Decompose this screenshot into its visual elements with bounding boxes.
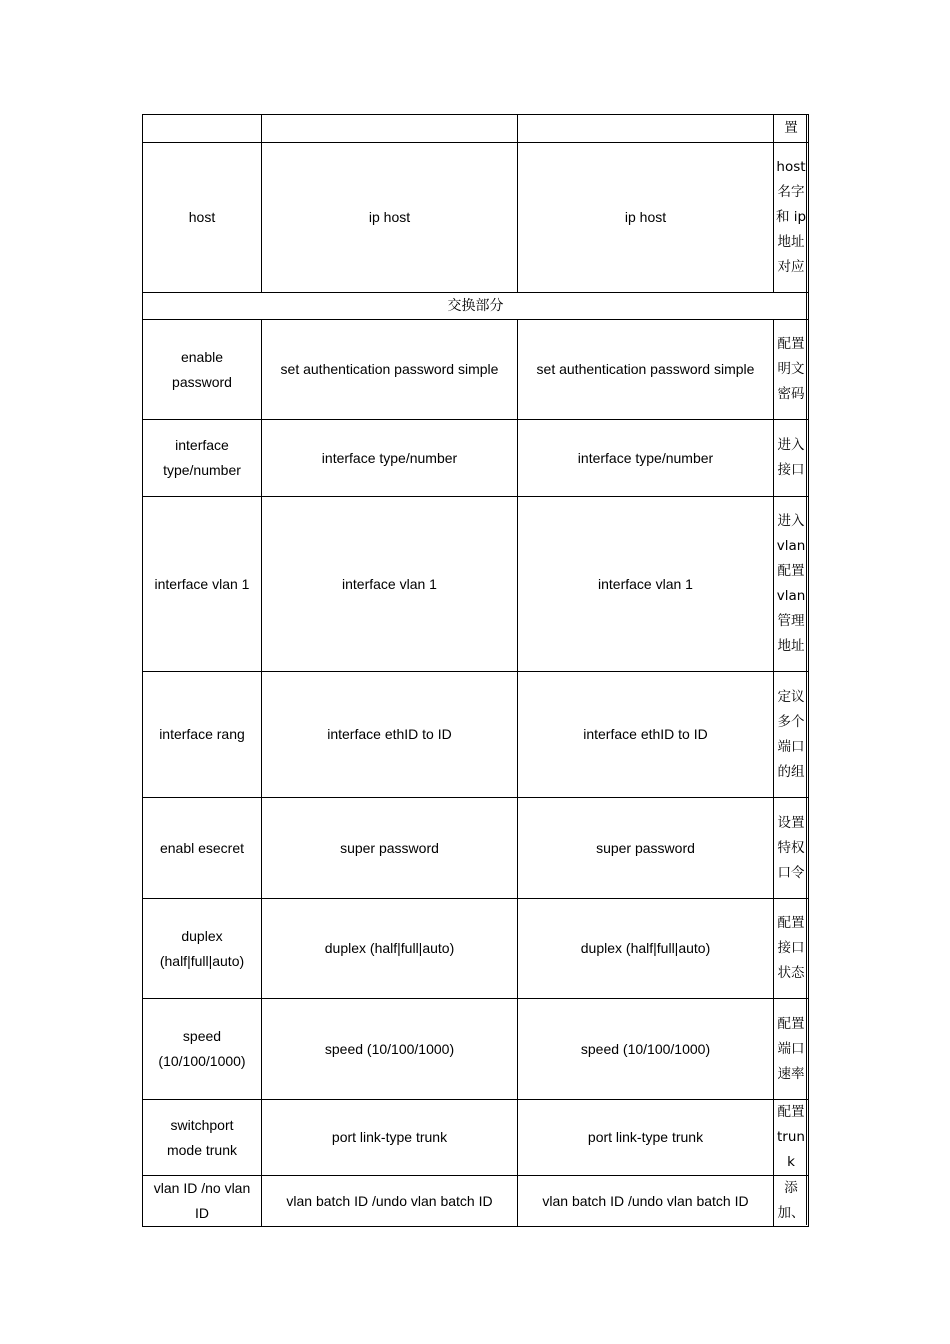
table-cell-cisco: interface type/number [143, 420, 262, 497]
table-cell-description: 配置接口状态 [774, 899, 809, 999]
table-cell-cisco: vlan ID /no vlan ID [143, 1176, 262, 1227]
table-row [143, 899, 809, 999]
table-cell-cisco: host [143, 143, 262, 293]
table-row [143, 798, 809, 899]
table-cell-description: 定议多个端口的组 [774, 672, 809, 798]
table-cell-huawei: interface type/number [262, 420, 518, 497]
command-comparison-table [142, 114, 809, 1227]
table-cell-cisco: switchport mode trunk [143, 1100, 262, 1176]
table-row [143, 143, 809, 293]
table-cell-huawei: speed (10/100/1000) [262, 999, 518, 1100]
table-cell-description: host 名字和 ip 地址对应 [774, 143, 809, 293]
table-cell-cisco: enable password [143, 320, 262, 420]
table-cell-h3c: ip host [518, 143, 774, 293]
section-title: 交换部分 [143, 293, 809, 320]
table-cell-h3c: interface type/number [518, 420, 774, 497]
table-row [143, 1100, 809, 1176]
table-cell-h3c: duplex (half|full|auto) [518, 899, 774, 999]
table-cell-description: 配置端口速率 [774, 999, 809, 1100]
table-cell-description: 置 [774, 115, 809, 143]
table-cell-description: 进入接口 [774, 420, 809, 497]
table-cell-huawei: super password [262, 798, 518, 899]
table-cell [262, 115, 518, 143]
table-cell-cisco: interface rang [143, 672, 262, 798]
table-row [143, 672, 809, 798]
table-cell-description: 进入 vlan 配置 vlan 管理地址 [774, 497, 809, 672]
table-cell-cisco: enabl esecret [143, 798, 262, 899]
table-cell-description: 配置明文密码 [774, 320, 809, 420]
table-cell-h3c: port link-type trunk [518, 1100, 774, 1176]
table-row [143, 497, 809, 672]
table-cell-h3c: interface vlan 1 [518, 497, 774, 672]
table-cell-huawei: vlan batch ID /undo vlan batch ID [262, 1176, 518, 1227]
table-cell-cisco: duplex (half|full|auto) [143, 899, 262, 999]
table-cell-h3c: super password [518, 798, 774, 899]
table-cell-description: 添加、 [774, 1176, 809, 1227]
table-cell-huawei: set authentication password simple [262, 320, 518, 420]
table-row [143, 999, 809, 1100]
table-cell-h3c: interface ethID to ID [518, 672, 774, 798]
table-right-edge-line [806, 114, 807, 1225]
table-row [143, 1176, 809, 1227]
table-cell-huawei: ip host [262, 143, 518, 293]
table-cell-description: 配置 trunk [774, 1100, 809, 1176]
table-cell-cisco: interface vlan 1 [143, 497, 262, 672]
table-cell-huawei: port link-type trunk [262, 1100, 518, 1176]
table-cell-h3c: speed (10/100/1000) [518, 999, 774, 1100]
table-row [143, 420, 809, 497]
table-cell [143, 115, 262, 143]
table-row [143, 320, 809, 420]
table-cell-h3c: set authentication password simple [518, 320, 774, 420]
table-cell-huawei: interface vlan 1 [262, 497, 518, 672]
table-header-row [143, 115, 809, 143]
table-cell-huawei: interface ethID to ID [262, 672, 518, 798]
table-cell-h3c: vlan batch ID /undo vlan batch ID [518, 1176, 774, 1227]
section-header-row [143, 293, 809, 320]
table-cell-huawei: duplex (half|full|auto) [262, 899, 518, 999]
table-cell [518, 115, 774, 143]
table-cell-description: 设置特权口令 [774, 798, 809, 899]
table-cell-cisco: speed (10/100/1000) [143, 999, 262, 1100]
